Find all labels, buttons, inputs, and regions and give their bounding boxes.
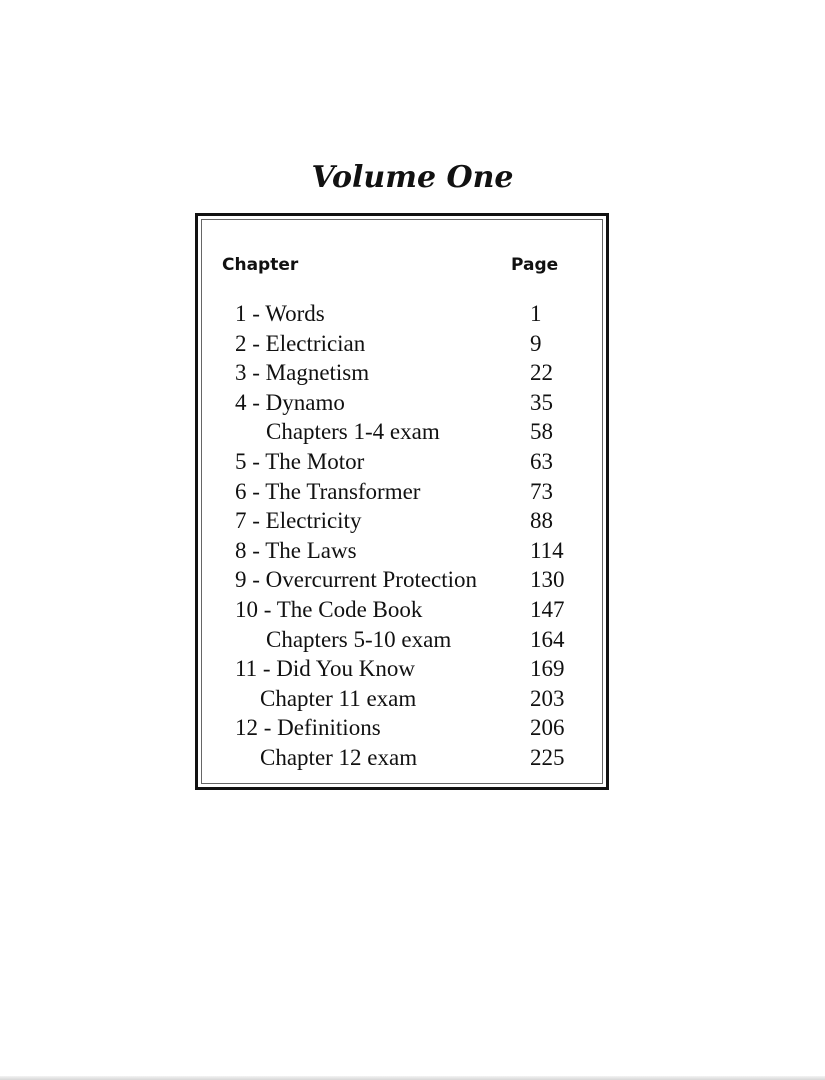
toc-entry-label: Chapter 11 exam [260, 685, 417, 711]
toc-entry-label: Chapters 5-10 exam [266, 626, 452, 652]
toc-entry-page: 206 [530, 715, 565, 741]
toc-entry [202, 713, 602, 743]
toc-entry-label: 8 - The Laws [235, 537, 357, 563]
page-column-header: Page [511, 255, 559, 275]
toc-entry-label: 12 - Definitions [235, 715, 381, 741]
toc-entry-label: 1 - Words [235, 301, 325, 326]
toc-entry-page: 9 [530, 330, 542, 356]
toc-entry [202, 447, 602, 477]
toc-entry [202, 358, 602, 388]
toc-entry-page: 225 [530, 744, 565, 770]
toc-entry [202, 595, 602, 625]
toc-entry [202, 388, 602, 418]
toc-entry-page: 35 [530, 389, 553, 415]
toc-entry [202, 536, 602, 566]
toc-entry-label: Chapters 1-4 exam [266, 419, 440, 445]
table-of-contents [195, 213, 609, 790]
chapter-column-header: Chapter [222, 255, 299, 275]
toc-entry [202, 329, 602, 359]
toc-entry-page: 58 [530, 419, 553, 445]
toc-entry-page: 63 [530, 448, 553, 474]
toc-entry-label: 9 - Overcurrent Protection [235, 567, 478, 593]
toc-entry-page: 203 [530, 685, 565, 711]
toc-entry-page: 22 [530, 360, 553, 386]
toc-entry-label: 7 - Electricity [235, 508, 362, 534]
toc-entry [202, 743, 602, 773]
toc-entry [202, 477, 602, 507]
toc-entry-label: 6 - The Transformer [235, 478, 421, 504]
toc-entry-page: 88 [530, 508, 553, 534]
toc-entry-label: 11 - Did You Know [235, 656, 415, 682]
toc-entry-label: 5 - The Motor [235, 448, 365, 474]
toc-entry-page: 169 [530, 656, 565, 682]
toc-entry-page: 73 [530, 478, 553, 504]
toc-entry [202, 654, 602, 684]
toc-entry [202, 625, 602, 655]
toc-entry-page: 114 [530, 537, 564, 563]
toc-entry-page: 147 [530, 596, 565, 622]
toc-entry [202, 299, 602, 329]
toc-entry-label: 3 - Magnetism [235, 360, 370, 386]
toc-entry [202, 506, 602, 536]
toc-entry-label: Chapter 12 exam [260, 744, 418, 770]
toc-entry-page: 1 [530, 301, 542, 326]
toc-inner-border [201, 219, 603, 784]
toc-entry [202, 565, 602, 595]
volume-title: Volume One [311, 160, 514, 195]
toc-entry [202, 417, 602, 447]
viewer-bottom-edge [0, 1076, 825, 1080]
toc-entry-label: 2 - Electrician [235, 330, 366, 356]
toc-entry-page: 164 [530, 626, 565, 652]
toc-entry-label: 4 - Dynamo [235, 389, 345, 415]
toc-entry [202, 684, 602, 714]
toc-rows [202, 299, 602, 773]
toc-entry-label: 10 - The Code Book [235, 596, 423, 622]
toc-entry-page: 130 [530, 567, 565, 593]
